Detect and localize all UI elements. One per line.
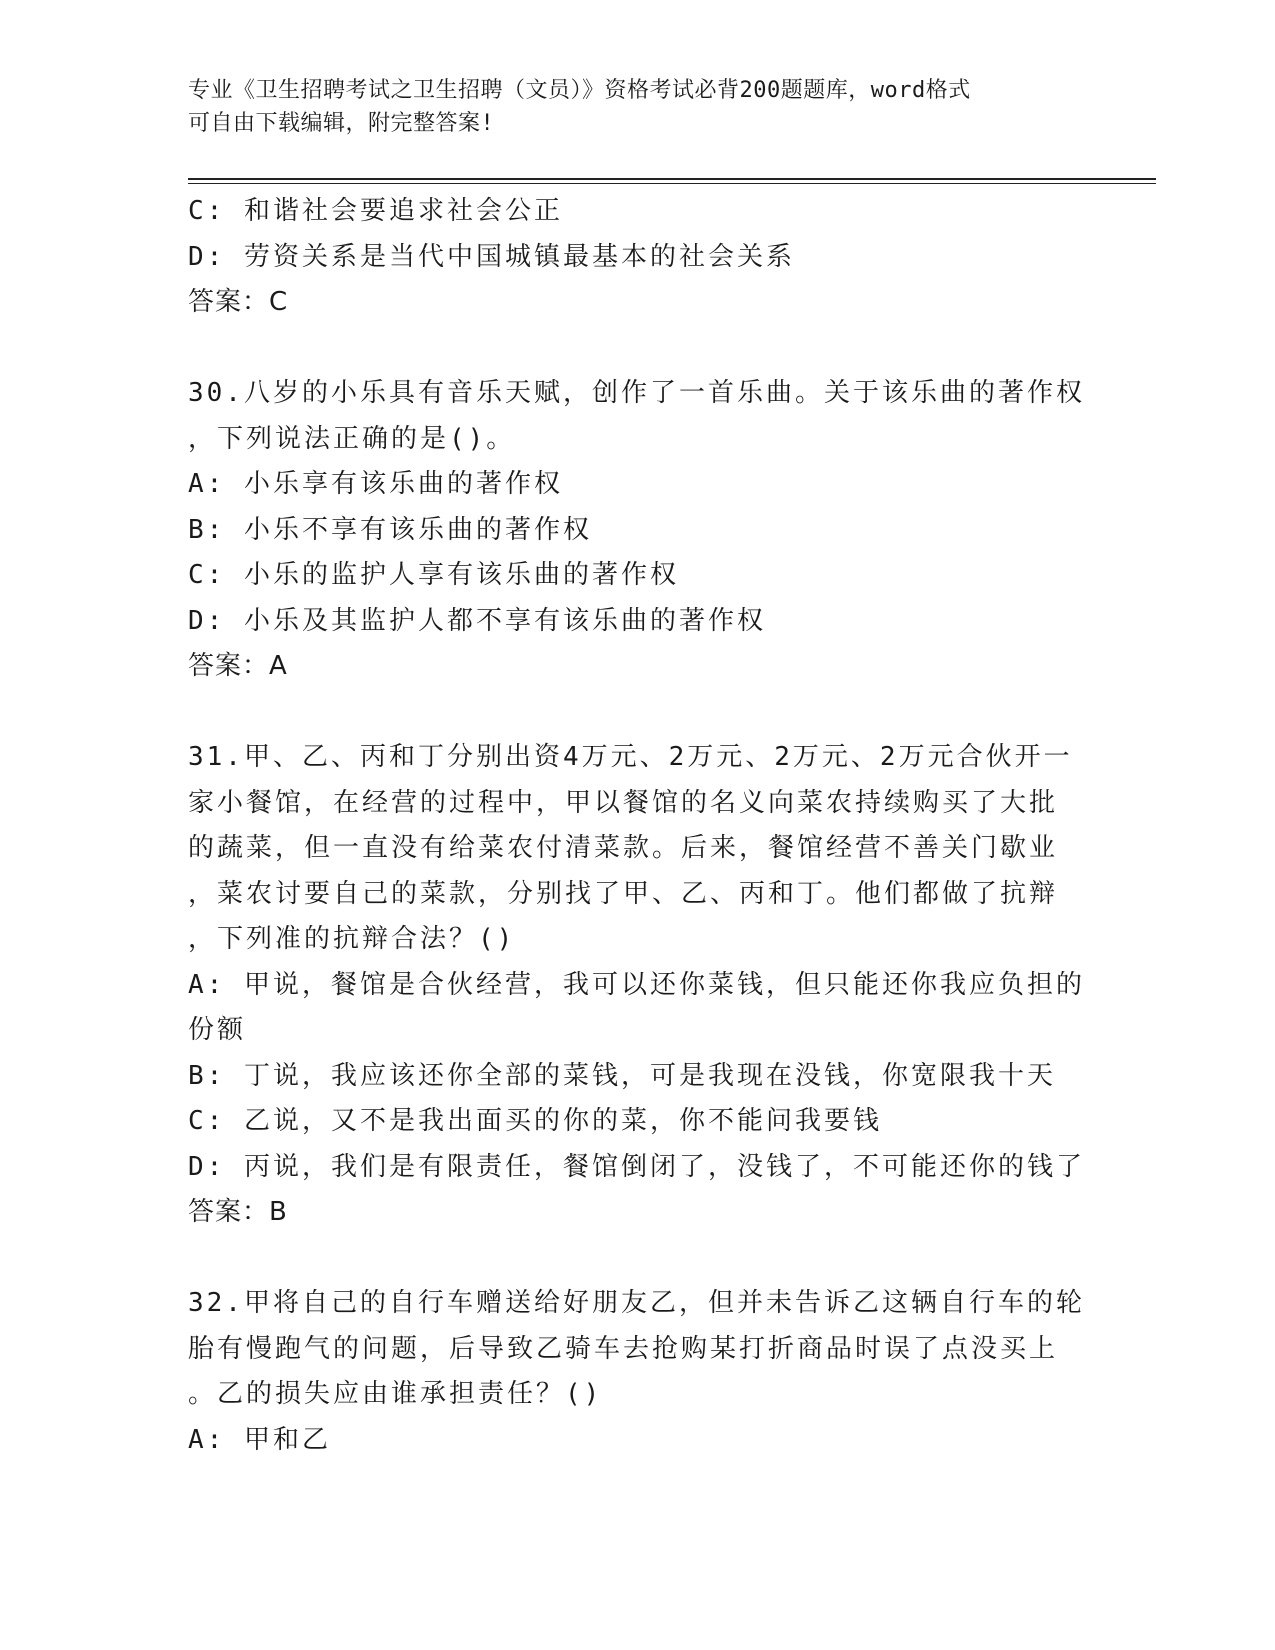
- question-stem: ，下列说法正确的是()。: [188, 423, 516, 454]
- answer: 答案：B: [188, 1197, 288, 1227]
- option-c: C: 乙说，又不是我出面买的你的菜，你不能问我要钱: [188, 1106, 882, 1136]
- question-stem: ，菜农讨要自己的菜款，分别找了甲、乙、丙和丁。他们都做了抗辩: [188, 878, 1059, 909]
- option-d: D: 小乐及其监护人都不享有该乐曲的著作权: [188, 605, 766, 636]
- question-29: [188, 189, 1088, 326]
- question-list: [188, 189, 1088, 1463]
- header-rule-thin: [188, 183, 1156, 184]
- spacer: [188, 326, 1088, 372]
- question-31: [188, 735, 1088, 1236]
- question-stem: 31.甲、乙、丙和丁分别出资4万元、2万元、2万元、2万元合伙开一: [188, 742, 1073, 772]
- option-b: B: 小乐不享有该乐曲的著作权: [188, 514, 592, 545]
- option-d: D: 劳资关系是当代中国城镇最基本的社会关系: [188, 241, 795, 272]
- document-header: [188, 74, 1068, 140]
- question-stem: 。乙的损失应由谁承担责任？(): [188, 1379, 603, 1409]
- question-stem: 30.八岁的小乐具有音乐天赋，创作了一首乐曲。关于该乐曲的著作权: [188, 378, 1085, 408]
- question-stem: 家小餐馆，在经营的过程中，甲以餐馆的名义向菜农持续购买了大批: [188, 787, 1059, 818]
- question-stem: 32.甲将自己的自行车赠送给好朋友乙，但并未告诉乙这辆自行车的轮: [188, 1288, 1085, 1318]
- answer: 答案：C: [188, 287, 289, 317]
- spacer: [188, 1236, 1088, 1282]
- header-rule-thick: [188, 178, 1156, 180]
- option-a: A: 甲和乙: [188, 1424, 331, 1455]
- option-b: B: 丁说，我应该还你全部的菜钱，可是我现在没钱，你宽限我十天: [188, 1060, 1056, 1091]
- header-line-2: 可自由下载编辑，附完整答案!: [188, 111, 495, 136]
- question-stem: ，下列准的抗辩合法？(): [188, 924, 516, 954]
- option-c: C: 小乐的监护人享有该乐曲的著作权: [188, 560, 679, 590]
- option-c: C: 和谐社会要追求社会公正: [188, 196, 563, 226]
- spacer: [188, 690, 1088, 736]
- option-a: A: 甲说，餐馆是合伙经营，我可以还你菜钱，但只能还你我应负担的: [188, 969, 1085, 1000]
- question-30: [188, 371, 1088, 690]
- option-a: A: 小乐享有该乐曲的著作权: [188, 469, 563, 499]
- header-line-1: 专业《卫生招聘考试之卫生招聘（文员）》资格考试必背200题题库，word格式: [188, 78, 971, 103]
- question-stem: 胎有慢跑气的问题，后导致乙骑车去抢购某打折商品时误了点没买上: [188, 1333, 1059, 1364]
- question-32: [188, 1281, 1088, 1463]
- option-a-continued: 份额: [188, 1015, 247, 1045]
- question-stem: 的蔬菜，但一直没有给菜农付清菜款。后来，餐馆经营不善关门歇业: [188, 833, 1059, 863]
- option-d: D: 丙说，我们是有限责任，餐馆倒闭了，没钱了，不可能还你的钱了: [188, 1151, 1085, 1182]
- answer: 答案：A: [188, 651, 288, 681]
